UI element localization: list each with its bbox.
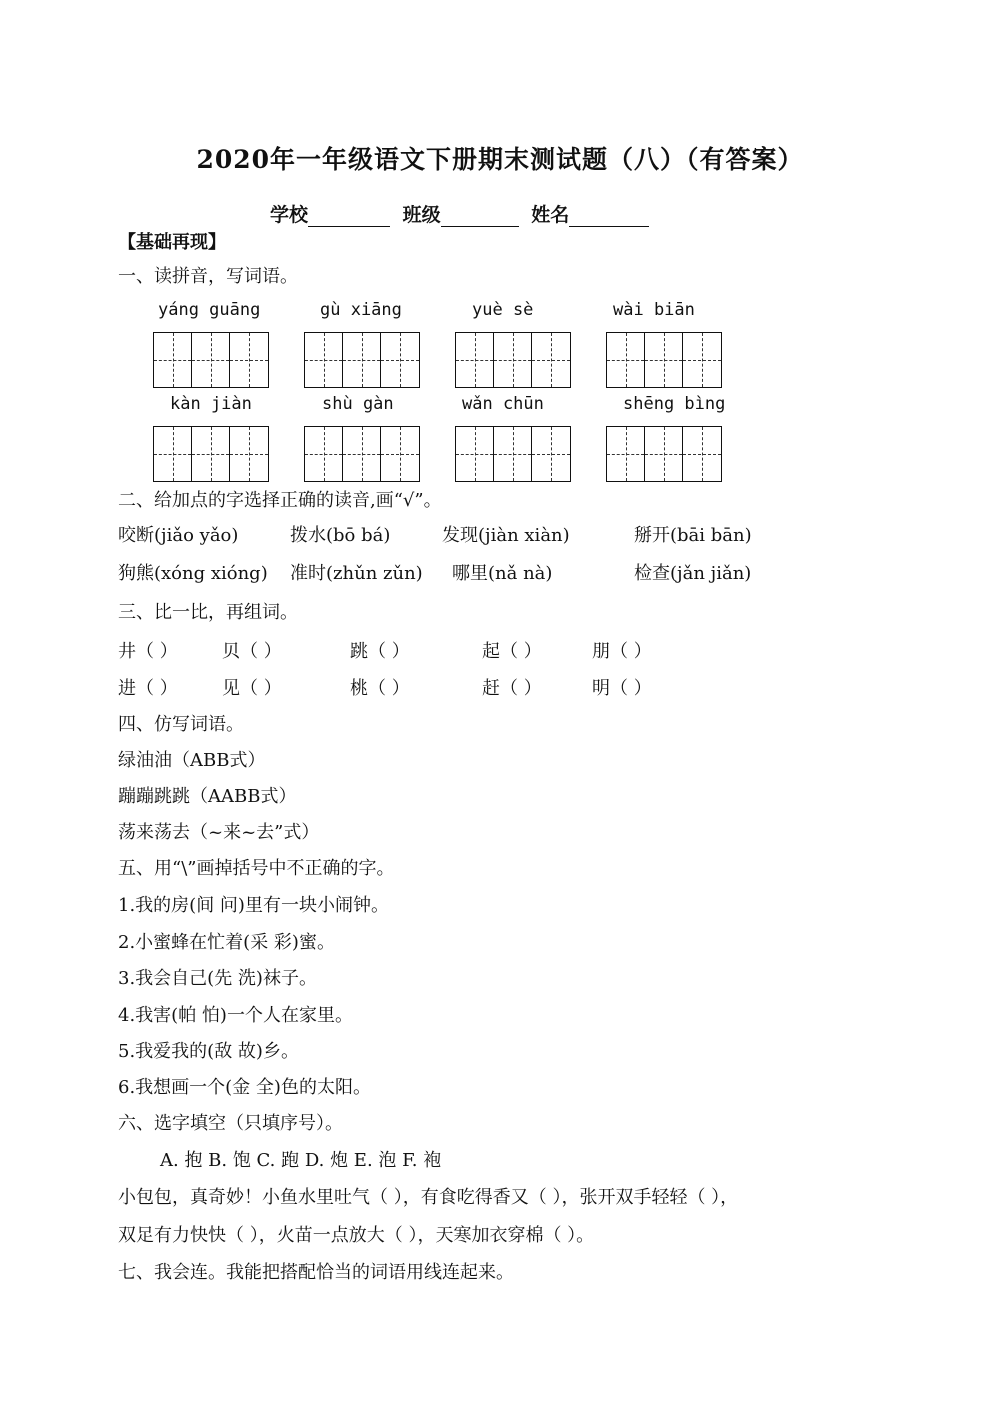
page-title: 2020年一年级语文下册期末测试题（八）（有答案） [196, 145, 804, 174]
q5-title: 五、用“\”画掉括号中不正确的字。 [118, 858, 395, 879]
q2-item: 哪里(nǎ nà) [452, 563, 553, 584]
class-label: 班级 [402, 204, 441, 226]
q5-item: 6.我想画一个(金 全)色的太阳。 [118, 1077, 371, 1098]
q5-item: 1.我的房(间 问)里有一块小闹钟。 [118, 895, 389, 916]
writing-grid[interactable] [304, 426, 420, 482]
q2-item: 狗熊(xóng xióng) [118, 563, 268, 584]
q4-item: 绿油油（ABB式） [118, 750, 266, 771]
school-blank[interactable] [308, 208, 390, 227]
q3-item: 朋（ ） [592, 641, 652, 662]
q3-title: 三、比一比，再组词。 [118, 602, 298, 623]
name-blank[interactable] [569, 208, 649, 227]
q2-item: 咬断(jiǎo yǎo) [118, 525, 239, 546]
q6-title: 六、选字填空（只填序号）。 [118, 1113, 343, 1134]
q4-title: 四、仿写词语。 [118, 714, 244, 735]
pinyin-2: gù xiāng [320, 300, 402, 320]
q3-item: 起（ ） [482, 641, 542, 662]
writing-grid[interactable] [606, 426, 722, 482]
writing-grid[interactable] [153, 426, 269, 482]
q3-item: 贝（ ） [222, 641, 282, 662]
q4-item: 蹦蹦跳跳（AABB式） [118, 786, 297, 807]
q3-item: 进（ ） [118, 678, 178, 699]
q3-item: 井（ ） [118, 641, 178, 662]
q5-item: 5.我爱我的(敌 故)乡。 [118, 1041, 299, 1062]
q2-item: 掰开(bāi bān) [634, 525, 752, 546]
q2-item: 拨水(bō bá) [290, 525, 391, 546]
pinyin-4: wài biān [613, 300, 695, 320]
writing-grid[interactable] [304, 332, 420, 388]
section-heading: 【基础再现】 [118, 232, 226, 253]
q5-item: 4.我害(帕 怕)一个人在家里。 [118, 1005, 353, 1026]
q4-item: 荡来荡去（~来~去”式） [118, 822, 320, 843]
q3-item: 明（ ） [592, 678, 652, 699]
class-blank[interactable] [441, 208, 519, 227]
pinyin-8: shēng bìng [623, 394, 726, 414]
school-label: 学校 [270, 204, 309, 226]
pinyin-1: yáng guāng [158, 300, 261, 320]
q3-item: 赶（ ） [482, 678, 542, 699]
student-info-fields [270, 200, 655, 227]
q7-title: 七、我会连。我能把搭配恰当的词语用线连起来。 [118, 1262, 514, 1283]
writing-grid[interactable] [153, 332, 269, 388]
pinyin-5: kàn jiàn [170, 394, 252, 414]
q3-item: 跳（ ） [350, 641, 410, 662]
writing-grid[interactable] [606, 332, 722, 388]
q1-title: 一、读拼音，写词语。 [118, 266, 298, 287]
q6-line-1: 小包包，真奇妙！小鱼水里吐气（ ），有食吃得香又（ ），张开双手轻轻（ ）， [118, 1187, 739, 1208]
name-label: 姓名 [531, 204, 570, 226]
q5-item: 2.小蜜蜂在忙着(采 彩)蜜。 [118, 932, 335, 953]
pinyin-6: shù gàn [322, 394, 394, 414]
q5-item: 3.我会自己(先 洗)袜子。 [118, 968, 317, 989]
q2-item: 检查(jǎn jiǎn) [634, 563, 752, 584]
pinyin-7: wǎn chūn [462, 394, 544, 414]
q2-item: 准时(zhǔn zǔn) [290, 563, 423, 584]
q6-options: A. 抱 B. 饱 C. 跑 D. 炮 E. 泡 F. 袍 [160, 1150, 442, 1171]
q2-item: 发现(jiàn xiàn) [442, 525, 570, 546]
pinyin-3: yuè sè [472, 300, 534, 320]
writing-grid[interactable] [455, 332, 571, 388]
q3-item: 桃（ ） [350, 678, 410, 699]
q2-title: 二、给加点的字选择正确的读音,画“√”。 [118, 490, 442, 511]
q3-item: 见（ ） [222, 678, 282, 699]
q6-line-2: 双足有力快快（ ），火苗一点放大（ ），天寒加衣穿棉（ ）。 [118, 1225, 595, 1246]
writing-grid[interactable] [455, 426, 571, 482]
